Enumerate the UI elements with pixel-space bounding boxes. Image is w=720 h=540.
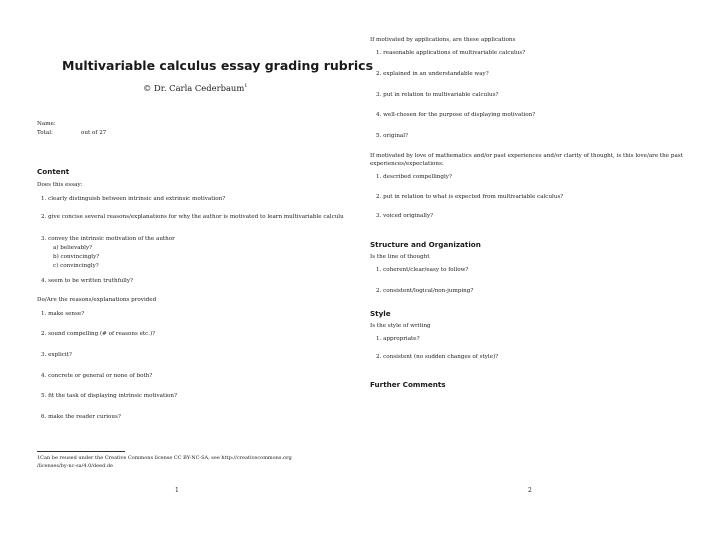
love-intro-cont: experiences/expectations:: [370, 161, 444, 167]
style-item: 2. consistent (no sudden changes of style)?: [376, 354, 499, 360]
reasons-intro: Do/Are the reasons/explanations provided: [37, 297, 157, 303]
total-label: Total:: [37, 130, 53, 136]
content-item: 1. clearly distinguish between intrinsic and extrinsic motivation?: [41, 196, 226, 202]
total-value: out of 27: [81, 130, 107, 136]
structure-item: 2. consistent/logical/non-jumping?: [376, 288, 474, 294]
love-intro: If motivated by love of mathematics and/or past experiences and/or clarity of thought, is this love/are the past: [370, 153, 683, 159]
content-item: 3. convey the intrinsic motivation of the author: [41, 236, 175, 242]
love-item: 1. described compellingly?: [376, 174, 452, 180]
page-2: [360, 0, 720, 540]
reason-item: 1. make sense?: [41, 311, 85, 317]
reason-item: 5. fit the task of displaying intrinsic motivation?: [41, 393, 177, 399]
application-item: 4. well-chosen for the purpose of displaying motivation?: [376, 112, 536, 118]
applications-intro: If motivated by applications, are these applications: [370, 37, 516, 43]
page-number: 1: [175, 487, 179, 494]
footnote-line: /licenses/by-nc-sa/4.0/deed.de: [37, 463, 113, 469]
application-item: 1. reasonable applications of multivariable calculus?: [376, 50, 526, 56]
content-heading: Content: [37, 167, 70, 176]
structure-heading: Structure and Organization: [370, 240, 481, 249]
style-item: 1. appropriate?: [376, 336, 420, 342]
author-footnote-mark: 1: [244, 83, 248, 90]
content-subitem: b) convincingly?: [53, 254, 100, 260]
style-intro: Is the style of writing: [370, 323, 431, 329]
name-label: Name:: [37, 121, 56, 127]
line-of-thought-intro: Is the line of thought: [370, 254, 430, 260]
application-item: 3. put in relation to multivariable calculus?: [376, 92, 499, 98]
structure-item: 1. coherent/clear/easy to follow?: [376, 267, 469, 273]
content-subitem: a) believably?: [53, 245, 93, 251]
application-item: 5. original?: [376, 133, 409, 139]
content-item: 4. seem to be written truthfully?: [41, 278, 133, 284]
style-heading: Style: [370, 309, 391, 318]
content-subitem: c) convincingly?: [53, 263, 99, 269]
footnote-line: 1Can be reused under the Creative Commons license CC BY-NC-SA, see http://creativecommons.org: [37, 455, 292, 461]
reason-item: 2. sound compelling (# of reasons etc.)?: [41, 331, 156, 337]
document-title: Multivariable calculus essay grading rubrics: [62, 58, 374, 73]
application-item: 2. explained in an understandable way?: [376, 71, 489, 77]
page-number: 2: [528, 487, 532, 494]
reason-item: 4. concrete or general or none of both?: [41, 373, 153, 379]
footnote-rule: [37, 451, 125, 452]
love-item: 3. voiced originally?: [376, 213, 434, 219]
author-line: [143, 83, 247, 93]
author-name: © Dr. Carla Cederbaum: [143, 83, 245, 93]
reason-item: 6. make the reader curious?: [41, 414, 121, 420]
comments-heading: Further Comments: [370, 380, 446, 389]
love-item: 2. put in relation to what is expected from multivariable calculus?: [376, 194, 564, 200]
does-essay-intro: Does this essay:: [37, 182, 83, 188]
content-item: 2. give concise several reasons/explanations for why the author is motivated to learn multivariable calculu: [41, 214, 344, 220]
reason-item: 3. explicit?: [41, 352, 72, 358]
